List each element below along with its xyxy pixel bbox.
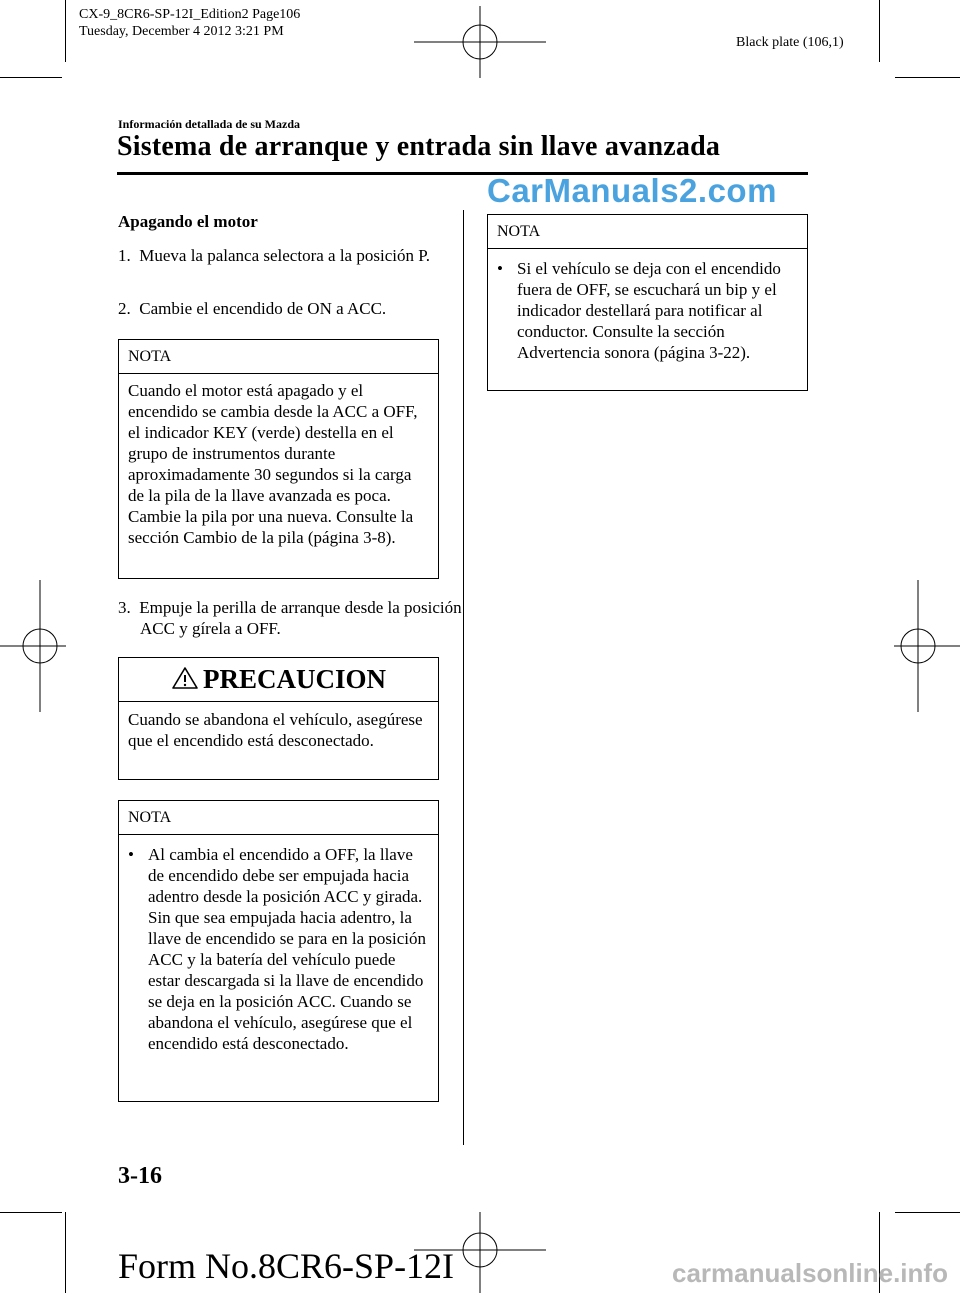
note-label: NOTA xyxy=(488,215,807,249)
warning-triangle-icon xyxy=(171,666,199,690)
bullet-text: Si el vehículo se deja con el encendido fuera de OFF, se escuchará un bip y el indicador destellará para notificar al conductor. Consulte la sección Advertencia sonora (página 3-22). xyxy=(517,259,781,362)
step-number: 1. xyxy=(118,246,131,265)
note-box xyxy=(118,800,439,1102)
step-2 xyxy=(118,298,460,319)
note-label: NOTA xyxy=(119,340,438,374)
registration-mark-icon xyxy=(894,580,960,712)
section-label: Información detallada de su Mazda xyxy=(118,117,301,131)
bullet-dot-icon: • xyxy=(128,845,134,864)
note-body xyxy=(488,249,807,371)
list-item xyxy=(497,258,798,363)
caution-header xyxy=(119,658,438,702)
watermark-bottom: carmanualsonline.info xyxy=(672,1258,948,1288)
crop-mark xyxy=(895,77,960,78)
page-title: Sistema de arranque y entrada sin llave avanzada xyxy=(117,131,721,162)
step-1 xyxy=(118,245,440,266)
step-number: 2. xyxy=(118,299,131,318)
registration-mark-icon xyxy=(0,580,66,712)
file-info xyxy=(79,6,300,40)
step-text: Empuje la perilla de arranque desde la posición ACC y gírela a OFF. xyxy=(139,598,462,638)
note-body xyxy=(119,835,438,1062)
caution-label: PRECAUCION xyxy=(202,664,386,694)
note-box xyxy=(487,214,808,391)
column-divider xyxy=(463,210,464,1145)
subheading: Apagando el motor xyxy=(118,212,258,231)
crop-mark xyxy=(65,0,66,62)
crop-mark xyxy=(65,1212,66,1293)
step-number: 3. xyxy=(118,598,131,617)
page-number: 3-16 xyxy=(118,1163,162,1189)
crop-mark xyxy=(0,77,62,78)
watermark-top: CarManuals2.com xyxy=(487,172,777,209)
crop-mark xyxy=(0,1212,62,1213)
bullet-text: Al cambia el encendido a OFF, la llave de encendido debe ser empujada hacia adentro desde la posición ACC y girada. Sin que sea empujada hacia adentro, la llave de encendido se para en la posición ACC y la batería del vehículo puede estar descargada si la llave de encendido se deja en la posición ACC. Cuando se abandona el vehículo, asegúrese que el encendido está desconectado. xyxy=(148,845,427,1053)
step-3 xyxy=(118,597,462,639)
step-text: Mueva la palanca selectora a la posición P. xyxy=(139,246,431,265)
registration-mark-icon xyxy=(414,0,546,80)
file-info-line-1: CX-9_8CR6-SP-12I_Edition2 Page106 xyxy=(79,7,301,22)
crop-mark xyxy=(895,1212,960,1213)
crop-mark xyxy=(879,0,880,62)
list-item xyxy=(128,844,429,1054)
note-box xyxy=(118,339,439,579)
note-label: NOTA xyxy=(119,801,438,835)
step-text: Cambie el encendido de ON a ACC. xyxy=(139,299,387,318)
file-info-line-2: Tuesday, December 4 2012 3:21 PM xyxy=(79,24,284,39)
note-text: Cuando el motor está apagado y el encendido se cambia desde la ACC a OFF, el indicador KEY (verde) destella en el grupo de instrumentos durante aproximadamente 30 segundos si la carga de la pila de la llave avanzada es poca. Cambie la pila por una nueva. Consulte la sección Cambio de la pila (página 3-8). xyxy=(128,381,418,547)
bullet-dot-icon: • xyxy=(497,259,503,278)
form-number: Form No.8CR6-SP-12I xyxy=(118,1246,455,1286)
caution-text: Cuando se abandona el vehículo, asegúrese que el encendido está desconectado. xyxy=(128,710,423,750)
plate-info: Black plate (106,1) xyxy=(736,35,844,50)
caution-box xyxy=(118,657,439,780)
